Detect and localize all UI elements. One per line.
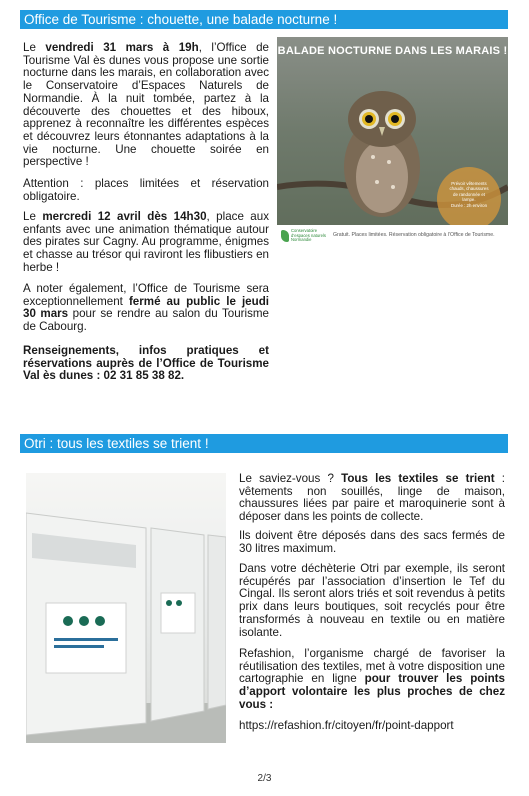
refashion-link[interactable]: https://refashion.fr/citoyen/fr/point-dapport (239, 719, 454, 732)
owl-poster (277, 37, 508, 249)
poster-title: BALADE NOCTURNE DANS LES MARAIS ! (277, 45, 508, 57)
textile-bins-photo (26, 473, 226, 743)
paragraph-saviez-vous: Le saviez-vous ? Tous les textiles se trient : vêtements non souillés, linge de maison, chaussures liées par paire et maroquinerie sont à déposer dans les points de collecte. (239, 472, 505, 524)
paragraph-balade: Le vendredi 31 mars à 19h, l’Office de Tourisme Val ès dunes vous propose une sortie nocturne dans les marais, en collaboration avec le Conservatoire d’Espaces Naturels de Normandie. À la nuit tombée, partez à la découverte des chouettes et des hiboux, apprenez à reconnaître les différentes espèces et découvrez leurs étonnantes adaptations à la vie nocturne. Une chouette soirée en perspective ! (23, 41, 269, 169)
paragraph-dechetterie: Dans votre déchèterie Otri par exemple, ils seront récupérés par l’association d’insertion le Tef du Cingal. Ils seront alors triés et soit revendus à petits prix dans leurs boutiques, soit recyclés pour être transformés à nouveau en textile ou en matière isolante. (239, 562, 505, 639)
poster-footer-text: Gratuit. Places limitées. Réservation obligatoire à l’Office de Tourisme. (333, 232, 495, 238)
conservatoire-logo-icon (281, 230, 289, 242)
poster-footer (277, 225, 508, 249)
paragraph-renseignements: Renseignements, infos pratiques et réservations auprès de l’Office de Tourisme Val ès dunes : 02 31 85 38 82. (23, 344, 269, 383)
textile-containers-icon (26, 473, 226, 743)
paragraph-refashion: Refashion, l’organisme chargé de favoriser la réutilisation des textiles, met à votre disposition une cartographie en ligne pour trouver les points d’apport volontaire les plus proches de chez vous : (239, 647, 505, 711)
page-number: 2/3 (257, 773, 272, 784)
paragraph-fermeture: A noter également, l’Office de Tourisme sera exceptionnellement fermé au public le jeudi 30 mars pour se rendre au salon du Tourisme de Cabourg. (23, 282, 270, 334)
conservatoire-logo-text: Conservatoire d’espaces naturels Normandie (291, 228, 326, 243)
paragraph-sacs: Ils doivent être déposés dans des sacs fermés de 30 litres maximum. (239, 529, 505, 555)
paragraph-pirates: Le mercredi 12 avril dès 14h30, place aux enfants avec une animation thématique autour des pirates sur Cagny. Au programme, énigmes et chasse au trésor qui raviront les flibustiers en herbe ! (23, 210, 269, 274)
paragraph-attention: Attention : places limitées et réservation obligatoire. (23, 177, 269, 203)
poster-info-badge: Prévoir vêtements chauds, chaussures de randonnée et lampe. Durée : 2h environ (437, 167, 501, 231)
section-title-tourism: Office de Tourisme : chouette, une balade nocturne ! (20, 10, 508, 29)
section-title-otri: Otri : tous les textiles se trient ! (20, 434, 508, 453)
